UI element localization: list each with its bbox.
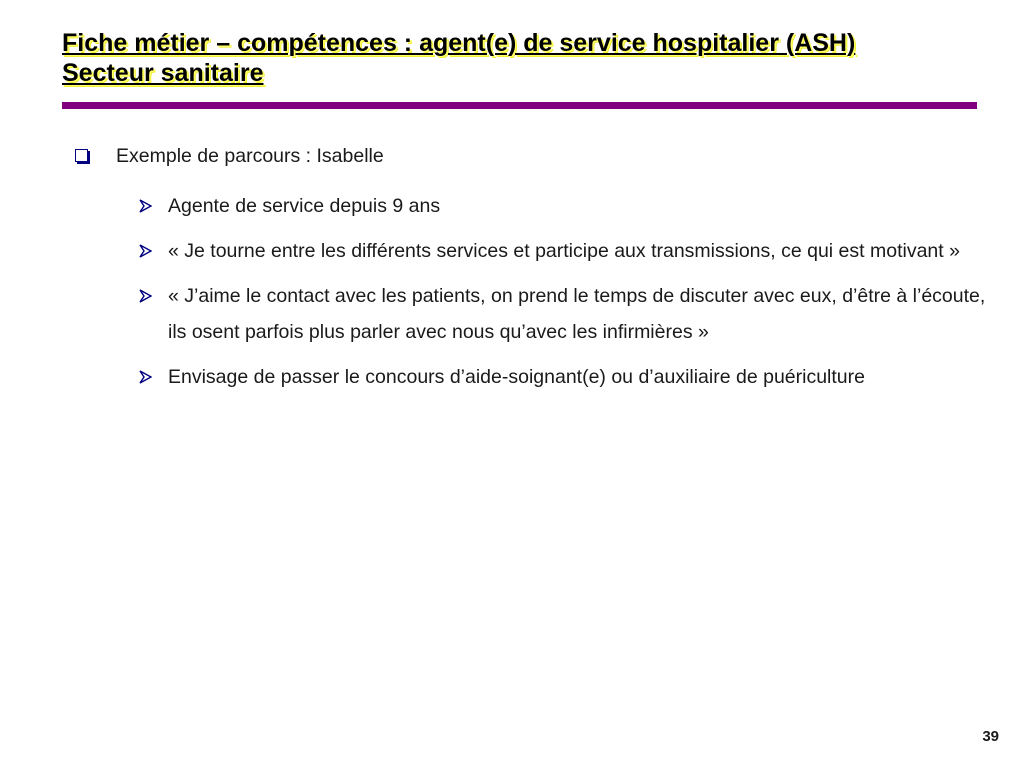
title-line-1: Fiche métier – compétences : agent(e) de service hospitalier (ASH) bbox=[62, 29, 856, 57]
arrowhead-bullet-icon bbox=[139, 370, 152, 384]
list-item-text: Agente de service depuis 9 ans bbox=[168, 195, 441, 217]
checkbox-bullet-icon bbox=[75, 149, 88, 162]
list-item-text: Envisage de passer le concours d’aide-soignant(e) ou d’auxiliaire de puériculture bbox=[168, 366, 865, 388]
heading-item bbox=[72, 142, 1002, 170]
slide-body bbox=[72, 142, 1002, 404]
list-item bbox=[72, 278, 1002, 350]
arrowhead-bullet-icon bbox=[139, 244, 152, 258]
arrowhead-bullet-icon bbox=[139, 199, 152, 213]
slide-title bbox=[62, 28, 992, 88]
heading-text: Exemple de parcours : Isabelle bbox=[116, 145, 384, 167]
title-divider bbox=[62, 102, 977, 109]
list-item-text: « Je tourne entre les différents services et participe aux transmissions, ce qui est motivant » bbox=[168, 240, 960, 262]
list-item bbox=[72, 188, 1002, 224]
title-line-2: Secteur sanitaire bbox=[62, 59, 264, 87]
list-item bbox=[72, 233, 1002, 269]
arrowhead-bullet-icon bbox=[139, 289, 152, 303]
page-number: 39 bbox=[982, 728, 999, 745]
list-item bbox=[72, 359, 1002, 395]
list-item-text: « J’aime le contact avec les patients, on prend le temps de discuter avec eux, d’être à l’écoute, ils osent parfois plus parler avec nous qu’avec les infirmières » bbox=[168, 285, 986, 343]
